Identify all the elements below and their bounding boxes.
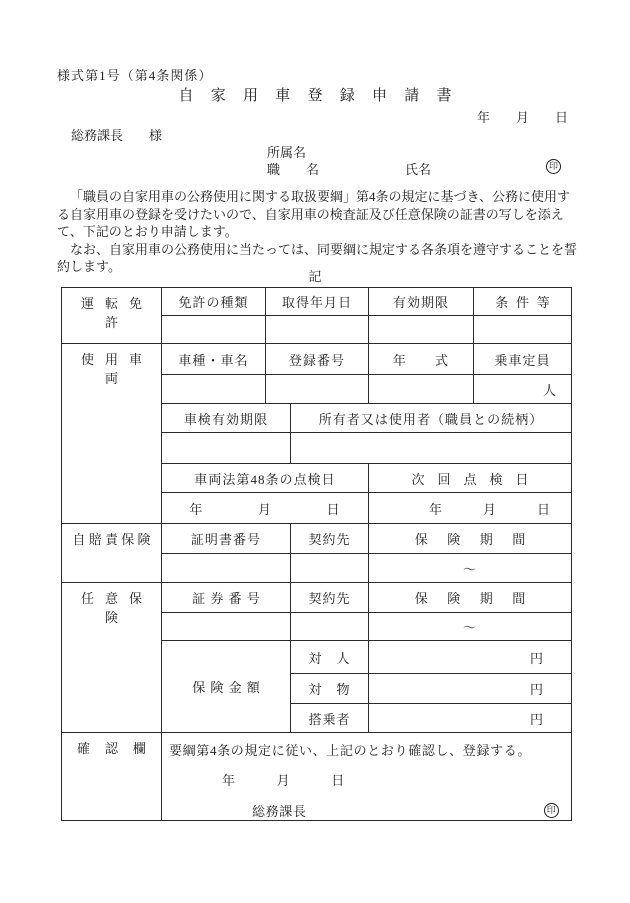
position-label: 職 名 bbox=[267, 162, 320, 177]
day-label: 日 bbox=[326, 501, 341, 517]
model-header-cell: 車種・車名 bbox=[162, 344, 266, 375]
contractor-value-cell-2 bbox=[291, 613, 369, 641]
conditions-value-cell bbox=[474, 316, 572, 344]
name-label: 氏名 bbox=[405, 162, 432, 177]
record-mark: 記 bbox=[308, 269, 322, 284]
addressee: 総務課長 様 bbox=[71, 128, 163, 143]
contractor-header-cell-2: 契約先 bbox=[291, 583, 369, 613]
seal-icon: 印 bbox=[544, 803, 559, 818]
expiry-header-cell: 有効期限 bbox=[369, 288, 474, 316]
confirmation-date-line: 年 月 日 bbox=[222, 773, 345, 788]
body-line: る自家用車の登録を受けたいので、自家用車の検査証及び任意保険の証書の写しを添え bbox=[57, 206, 564, 222]
compulsory-insurance-section-label: 自賠責保険 bbox=[62, 524, 162, 583]
confirmation-content-cell bbox=[162, 733, 572, 821]
certificate-no-value-cell bbox=[162, 554, 291, 583]
policy-no-header-cell: 証券番号 bbox=[162, 583, 291, 613]
yen-unit: 円 bbox=[529, 682, 545, 697]
model-year-header-cell: 年 式 bbox=[369, 344, 474, 375]
owner-value-cell bbox=[291, 433, 572, 464]
yen-unit: 円 bbox=[529, 650, 545, 666]
model-value-cell bbox=[162, 375, 266, 404]
inspection-expiry-value-cell bbox=[162, 433, 291, 464]
date-placeholders bbox=[162, 499, 368, 518]
license-type-value-cell bbox=[162, 316, 266, 344]
next-inspection-date-cell bbox=[369, 493, 572, 524]
insurance-period-header-cell-2: 保険期間 bbox=[369, 583, 572, 613]
year-label: 年 bbox=[189, 501, 204, 517]
license-type-header-cell: 免許の種類 bbox=[162, 288, 266, 316]
affiliation-label: 所属名 bbox=[267, 145, 307, 160]
policy-no-value-cell bbox=[162, 613, 291, 641]
seal-icon: 印 bbox=[546, 159, 561, 174]
period-tilde: ～ bbox=[462, 561, 478, 577]
model-year-value-cell bbox=[369, 375, 474, 404]
owner-header-cell: 所有者又は使用者（職員との続柄） bbox=[291, 404, 572, 433]
insurance-period-header-cell: 保険期間 bbox=[369, 524, 572, 554]
vehicle-section-label: 使用車両 bbox=[62, 344, 162, 524]
article48-inspection-header-cell: 車両法第48条の点検日 bbox=[162, 464, 369, 493]
acquisition-date-value-cell bbox=[266, 316, 369, 344]
passenger-amount-cell bbox=[369, 704, 572, 733]
inspection-expiry-header-cell: 車検有効期限 bbox=[162, 404, 291, 433]
registration-no-value-cell bbox=[266, 375, 369, 404]
period-tilde: ～ bbox=[462, 620, 478, 635]
capacity-unit: 人 bbox=[542, 382, 558, 398]
month-label: 月 bbox=[257, 501, 273, 517]
capacity-header-cell: 乗車定員 bbox=[474, 344, 572, 375]
personal-liability-label-cell: 対 人 bbox=[291, 641, 369, 674]
date-line: 年 月 日 bbox=[477, 110, 569, 125]
body-text bbox=[57, 188, 587, 276]
application-table bbox=[61, 287, 572, 821]
insurance-period-value-cell-2 bbox=[369, 613, 572, 641]
expiry-value-cell bbox=[369, 316, 474, 344]
conditions-header-cell: 条件等 bbox=[474, 288, 572, 316]
next-inspection-header-cell: 次回点検日 bbox=[369, 464, 572, 493]
confirmation-sign-row bbox=[252, 801, 559, 820]
personal-amount-cell bbox=[369, 641, 572, 674]
drivers-license-section-label: 運転免許 bbox=[62, 288, 162, 344]
month-label: 月 bbox=[482, 501, 498, 517]
contractor-header-cell: 契約先 bbox=[291, 524, 369, 554]
insurance-period-value-cell bbox=[369, 554, 572, 583]
property-liability-label-cell: 対 物 bbox=[291, 674, 369, 704]
form-number: 様式第1号（第4条関係） bbox=[57, 68, 213, 83]
contractor-value-cell bbox=[291, 554, 369, 583]
body-line: て、下記のとおり申請します。 bbox=[57, 224, 238, 239]
confirmation-section-label: 確認欄 bbox=[62, 733, 162, 821]
yen-unit: 円 bbox=[529, 711, 545, 727]
date-placeholders bbox=[369, 499, 571, 518]
voluntary-insurance-section-label: 任意保険 bbox=[62, 583, 162, 733]
year-label: 年 bbox=[428, 501, 444, 517]
page-title: 自家用車登録申請書 bbox=[178, 88, 469, 104]
day-label: 日 bbox=[536, 501, 552, 517]
approver-label: 総務課長 bbox=[252, 804, 307, 819]
body-line: 約します。 bbox=[57, 259, 121, 274]
confirmation-statement: 要綱第4条の規定に従い、上記のとおり確認し、登録する。 bbox=[169, 743, 532, 758]
registration-no-header-cell: 登録番号 bbox=[266, 344, 369, 375]
article48-date-cell bbox=[162, 493, 369, 524]
insurance-amount-label-cell: 保険金額 bbox=[162, 641, 291, 733]
capacity-value-cell bbox=[474, 375, 572, 404]
body-line: なお、自家用車の公務使用に当たっては、同要綱に規定する各条項を遵守することを誓 bbox=[70, 241, 578, 257]
acquisition-date-header-cell: 取得年月日 bbox=[266, 288, 369, 316]
property-amount-cell bbox=[369, 674, 572, 704]
passenger-label-cell: 搭乗者 bbox=[291, 704, 369, 733]
body-line: 「職員の自家用車の公務使用に関する取扱要綱」第4条の規定に基づき、公務に使用す bbox=[70, 189, 570, 204]
certificate-no-header-cell: 証明書番号 bbox=[162, 524, 291, 554]
